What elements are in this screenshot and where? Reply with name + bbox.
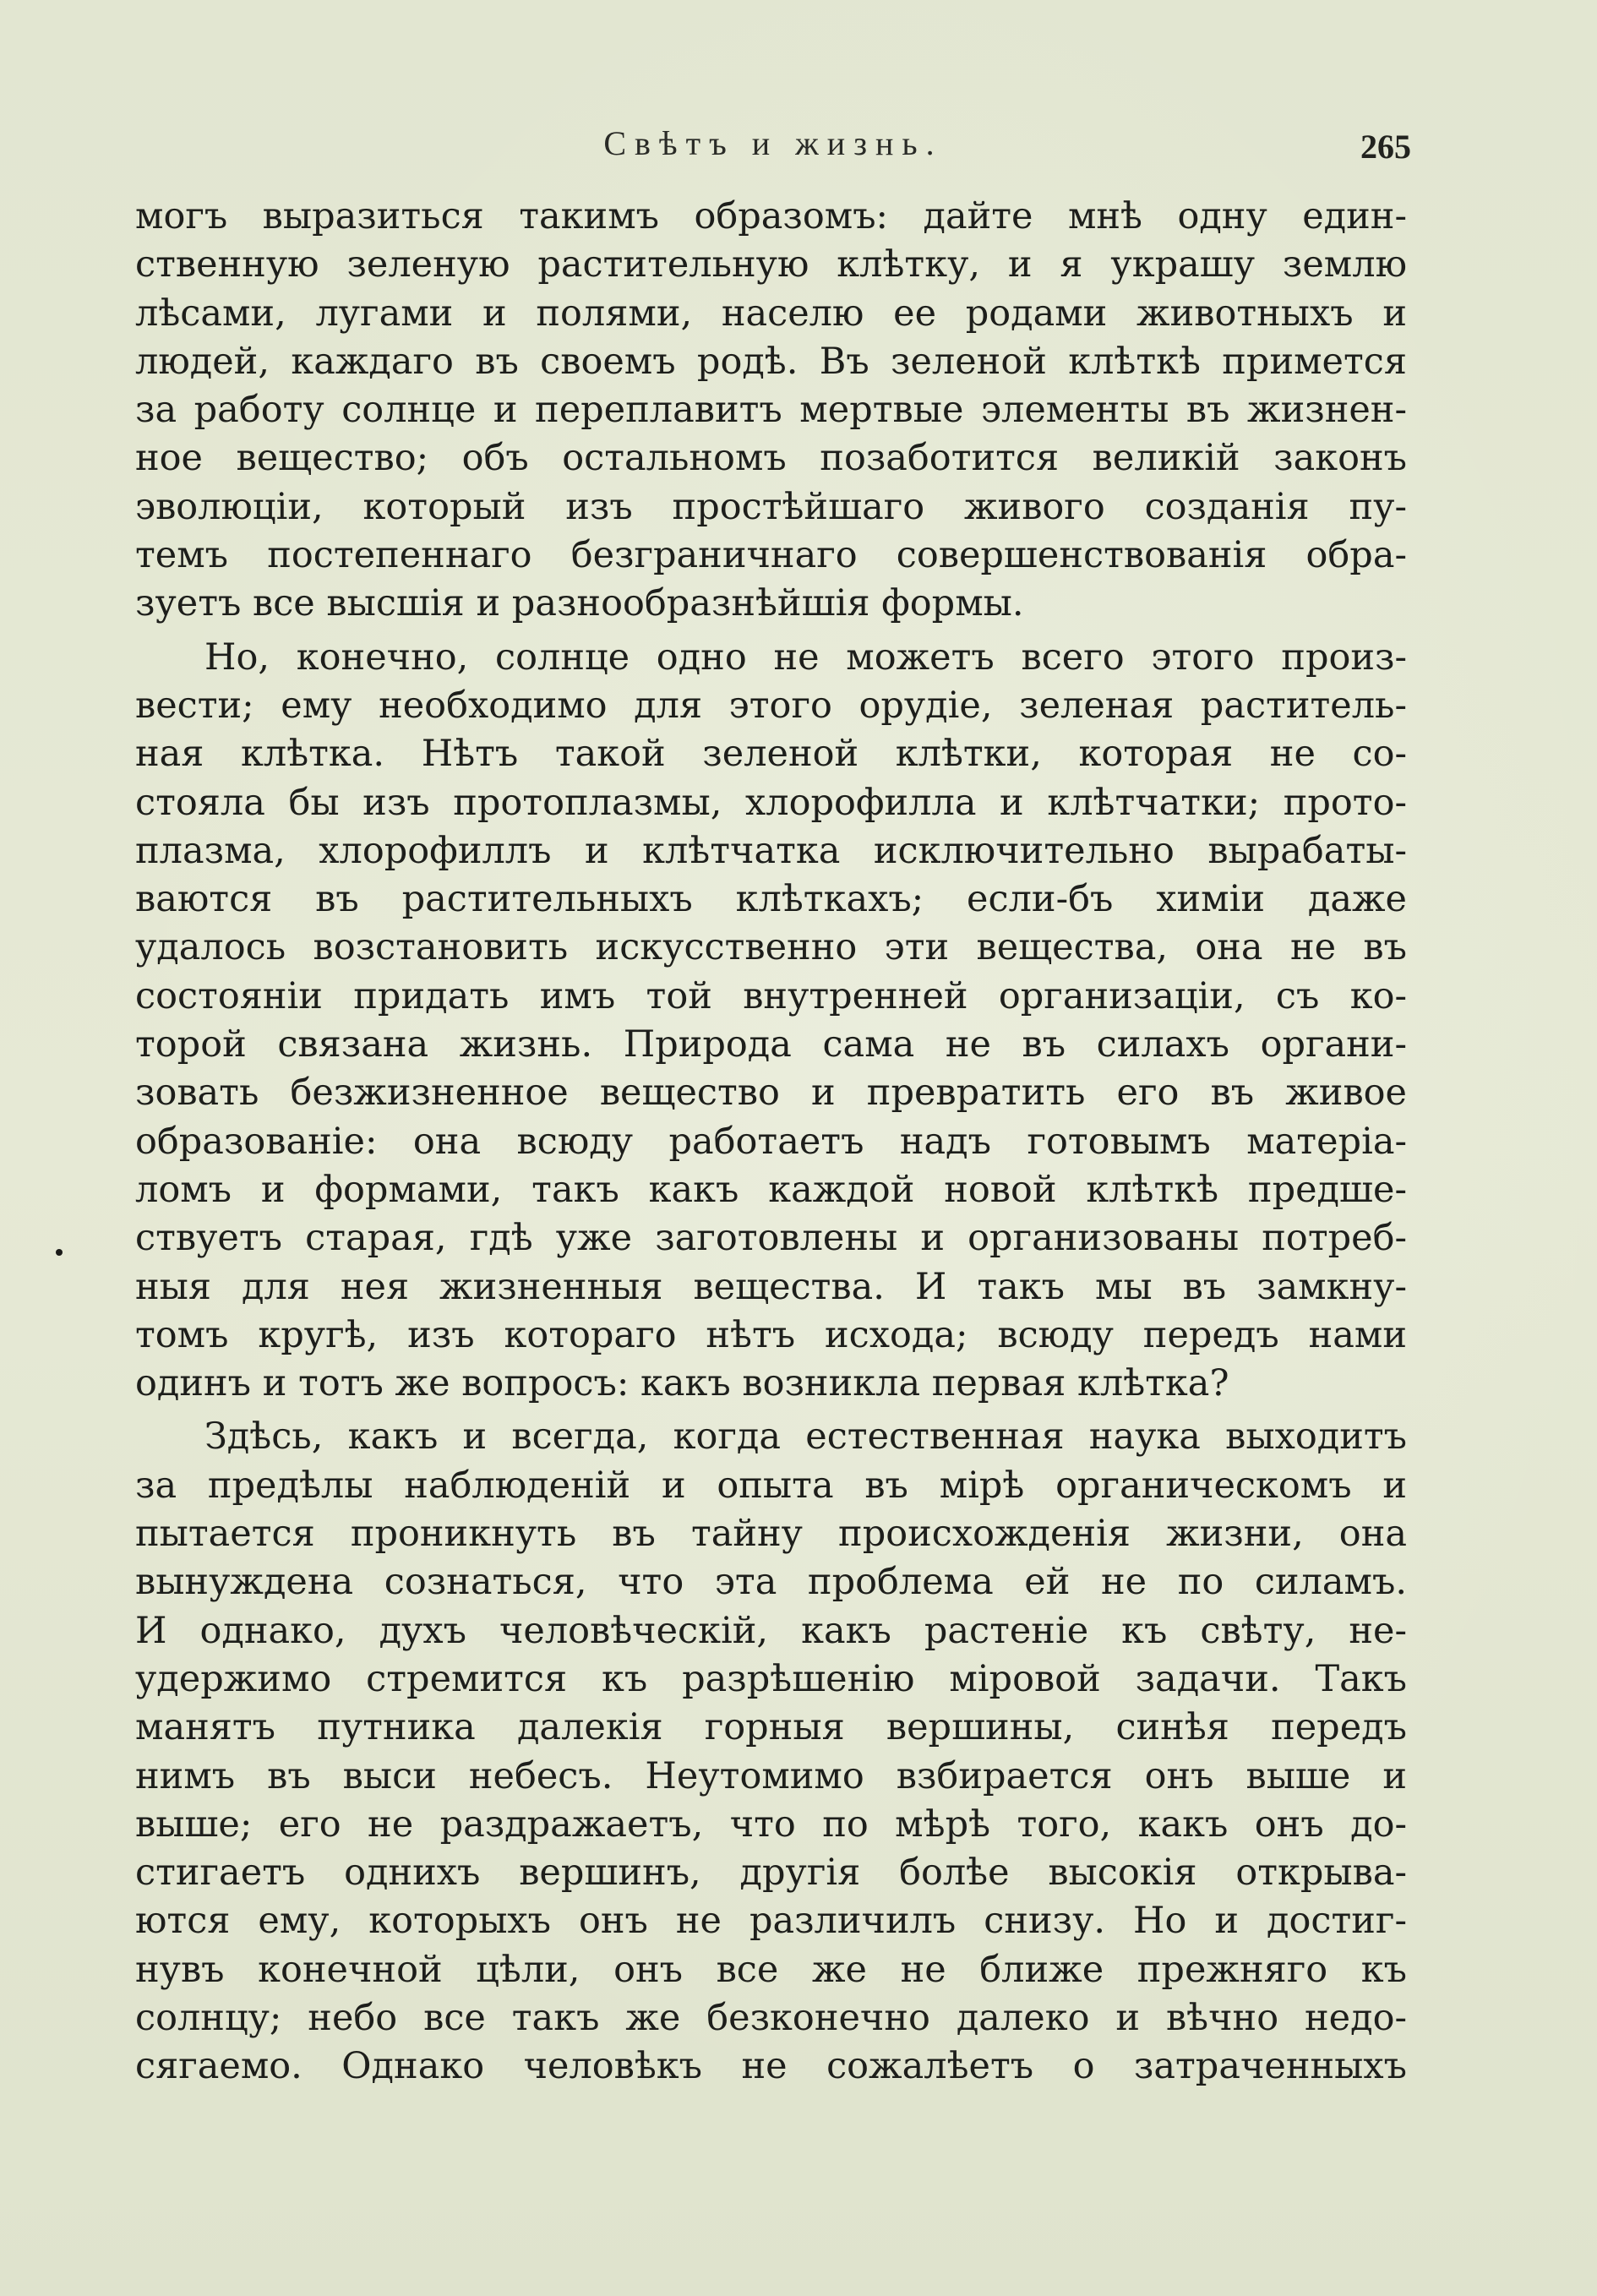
text-line: образованіе: она всюду работаетъ надъ готовымъ матеріа- <box>135 1120 1407 1163</box>
text-line: выше; его не раздражаетъ, что по мѣрѣ того, какъ онъ до- <box>135 1802 1407 1846</box>
text-line: вести; ему необходимо для этого орудіе, зеленая раститель- <box>135 684 1407 727</box>
running-title: Свѣтъ и жизнь. <box>603 124 943 162</box>
text-line: Но, конечно, солнце одно не можетъ всего этого произ- <box>204 635 1407 679</box>
text-line: нувъ конечной цѣли, онъ все же не ближе прежняго къ <box>135 1948 1407 1991</box>
text-line: ная клѣтка. Нѣтъ такой зеленой клѣтки, которая не со- <box>135 733 1407 776</box>
text-line: томъ кругѣ, изъ котораго нѣтъ исхода; всюду передъ нами <box>135 1313 1407 1356</box>
body-text <box>135 193 1407 2097</box>
paragraph-3 <box>135 1413 1407 2091</box>
text-line: могъ выразиться такимъ образомъ: дайте мнѣ одну един- <box>135 195 1407 237</box>
text-line: ственную зеленую растительную клѣтку, и я украшу землю <box>135 243 1407 286</box>
text-line: стигаетъ однихъ вершинъ, другія болѣе высокія открыва- <box>135 1852 1407 1895</box>
page-number: 265 <box>1360 128 1411 166</box>
text-line: ныя для нея жизненныя вещества. И такъ мы въ замкну- <box>135 1265 1407 1308</box>
text-line: пытается проникнуть въ тайну происхожденія жизни, она <box>135 1513 1407 1556</box>
text-line: удалось возстановить искусственно эти вещества, она не въ <box>135 926 1407 969</box>
text-line: темъ постепеннаго безграничнаго совершенствованія обра- <box>135 534 1407 577</box>
text-line: ломъ и формами, такъ какъ каждой новой клѣткѣ предше- <box>135 1168 1407 1211</box>
text-line: нимъ въ выси небесъ. Неутомимо взбирается онъ выше и <box>135 1754 1407 1797</box>
text-line: зуетъ все высшія и разнообразнѣйшія формы. <box>135 582 1024 625</box>
text-line: торой связана жизнь. Природа сама не въ силахъ органи- <box>135 1023 1407 1066</box>
text-line: зовать безжизненное вещество и превратить его въ живое <box>135 1072 1407 1115</box>
text-line: лѣсами, лугами и полями, населю ее родами животныхъ и <box>135 292 1407 335</box>
text-line: состояніи придать имъ той внутренней организаціи, съ ко- <box>135 974 1407 1017</box>
text-line: манятъ путника далекія горныя вершины, синѣя передъ <box>135 1706 1407 1749</box>
text-line: ствуетъ старая, гдѣ уже заготовлены и организованы потреб- <box>135 1217 1407 1260</box>
text-line: вынуждена сознаться, что эта проблема ей не по силамъ. <box>135 1561 1407 1604</box>
running-header <box>135 123 1411 174</box>
text-line: сягаемо. Однако человѣкъ не сожалѣетъ о затраченныхъ <box>135 2045 1407 2088</box>
text-line: Здѣсь, какъ и всегда, когда естественная наука выходитъ <box>204 1415 1407 1459</box>
text-line: за работу солнце и переплавитъ мертвые элементы въ жизнен- <box>135 389 1407 432</box>
text-line: одинъ и тотъ же вопросъ: какъ возникла первая клѣтка? <box>135 1362 1229 1405</box>
text-line: эволюціи, который изъ простѣйшаго живого созданія пу- <box>135 485 1407 528</box>
text-line: ное вещество; объ остальномъ позаботится великій законъ <box>135 437 1407 480</box>
text-line: за предѣлы наблюденій и опыта въ мірѣ органическомъ и <box>135 1464 1407 1507</box>
text-line: солнцу; небо все такъ же безконечно далеко и вѣчно недо- <box>135 1996 1407 2039</box>
paragraph-1 <box>135 193 1407 629</box>
text-line: ются ему, которыхъ онъ не различилъ снизу. Но и достиг- <box>135 1900 1407 1943</box>
text-line: стояла бы изъ протоплазмы, хлорофилла и клѣтчатки; прото- <box>135 781 1407 824</box>
text-line: удержимо стремится къ разрѣшенію міровой задачи. Такъ <box>135 1657 1407 1700</box>
text-line: плазма, хлорофиллъ и клѣтчатка исключительно вырабаты- <box>135 829 1407 872</box>
ink-speck <box>56 1249 63 1256</box>
text-line: людей, каждаго въ своемъ родѣ. Въ зеленой клѣткѣ примется <box>135 340 1407 383</box>
text-line: ваются въ растительныхъ клѣткахъ; если-бъ химіи даже <box>135 878 1407 921</box>
text-line: И однако, духъ человѣческій, какъ растеніе къ свѣту, не- <box>135 1609 1407 1652</box>
paragraph-2 <box>135 634 1407 1409</box>
